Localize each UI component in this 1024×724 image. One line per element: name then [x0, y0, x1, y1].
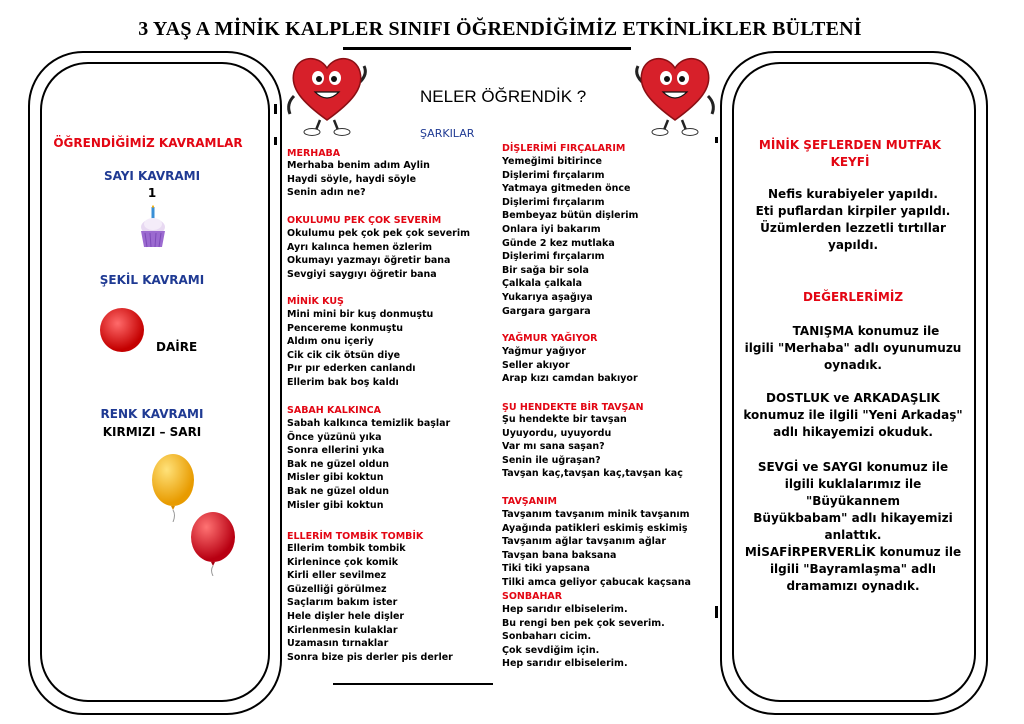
- lyric-line: Cik cik cik ötsün diye: [287, 349, 401, 361]
- lyric-line: Hele dişler hele dişler: [287, 610, 405, 622]
- number-concept-label: SAYI KAVRAMI: [103, 169, 201, 183]
- lyric-line: Haydi söyle, haydi söyle: [287, 173, 417, 185]
- lyric-line: Gargara gargara: [502, 305, 591, 317]
- divider-mark: [274, 104, 277, 114]
- lyric-line: Arap kızı camdan bakıyor: [502, 373, 638, 385]
- value-line: ilgili "Merhaba" adlı oyunumuzu: [744, 341, 962, 355]
- cupcake-icon: [137, 205, 169, 253]
- lyric-line: Tavşanım tavşanım minik tavşanım: [502, 509, 690, 520]
- value-line: Büyükbabam" adlı hikayemizi: [753, 511, 953, 525]
- divider-mark: [715, 137, 718, 143]
- lyric-line: Dişlerimi fırçalarım: [502, 196, 605, 208]
- value-line: ilgili "Bayramlaşma" adlı: [769, 562, 937, 576]
- song-title: ELLERİM TOMBİK TOMBİK: [287, 531, 424, 542]
- lyric-line: Çalkala çalkala: [502, 278, 583, 290]
- lyric-line: Misler gibi koktun: [287, 499, 384, 511]
- bulletin-title: 3 YAŞ A MİNİK KALPLER SINIFI ÖĞRENDİĞİMİZ ETKİNLİKLER BÜLTENİ: [138, 18, 862, 40]
- bottom-rule: [333, 683, 493, 685]
- color-concept-label: RENK KAVRAMI: [100, 407, 204, 421]
- value-line: SEVGİ ve SAYGI konumuz ile: [757, 460, 949, 474]
- value-paragraph: [742, 459, 964, 544]
- song-title: SABAH KALKINCA: [287, 405, 381, 416]
- lyric-line: Onlara iyi bakarım: [502, 223, 601, 235]
- lyric-line: Kirlenmesin kulaklar: [287, 624, 398, 636]
- lyric-line: Yağmur yağıyor: [502, 346, 586, 357]
- lyric-line: Tilki amca geliyor çabucak kaçsana: [502, 576, 691, 588]
- lyric-line: Sonra ellerini yıka: [287, 445, 385, 457]
- lyric-line: Okulumu pek çok pek çok severim: [287, 228, 471, 239]
- shape-value: DAİRE: [156, 340, 198, 354]
- lyric-line: Uzamasın tırnaklar: [287, 638, 389, 650]
- song-lyrics: [287, 417, 450, 512]
- song-title: ŞU HENDEKTE BİR TAVŞAN: [502, 402, 644, 413]
- divider-mark: [274, 137, 277, 145]
- lyric-line: Ayağında patikleri eskimiş eskimiş: [502, 522, 688, 534]
- lyric-line: Dişlerimi fırçalarım: [502, 251, 605, 263]
- lyric-line: Yemeğimi bitirince: [502, 156, 602, 167]
- heart-mascot-left-icon: [282, 44, 372, 136]
- lyric-line: Pır pır ederken canlandı: [287, 363, 416, 375]
- value-line: ilgili kuklalarımız ile "Büyükannem: [784, 477, 922, 508]
- lyric-line: Seller akıyor: [502, 359, 570, 371]
- lyric-line: Güzelliği görülmez: [287, 583, 387, 595]
- lyric-line: Merhaba benim adım Aylin: [287, 160, 430, 171]
- song-lyrics: [287, 542, 453, 664]
- song-lyrics: [502, 413, 683, 481]
- lyric-line: Bak ne güzel oldun: [287, 485, 389, 497]
- song-title: YAĞMUR YAĞIYOR: [502, 333, 598, 344]
- lyric-line: Sevgiyi saygıyı öğretir bana: [287, 268, 437, 280]
- kitchen-line: Eti puflardan kirpiler yapıldı.: [755, 204, 951, 218]
- lyric-line: Var mı sana saşan?: [502, 441, 605, 453]
- kitchen-line: Üzümlerden lezzetli tırtıllar: [760, 221, 946, 235]
- song-lyrics: [502, 508, 691, 590]
- song-title: TAVŞANIM: [502, 496, 557, 507]
- concepts-heading: ÖĞRENDİĞİMİZ KAVRAMLAR: [53, 136, 243, 150]
- lyric-line: Sonra bize pis derler pis derler: [287, 651, 453, 663]
- lyric-line: Okumayı yazmayı öğretir bana: [287, 255, 451, 267]
- lyric-line: Bembeyaz bütün dişlerim: [502, 210, 639, 222]
- lyric-line: Çok sevdiğim için.: [502, 644, 600, 656]
- kitchen-line: Nefis kurabiyeler yapıldı.: [768, 187, 938, 201]
- song-lyrics: [502, 155, 638, 318]
- kitchen-text: [742, 186, 964, 254]
- lyric-line: Mini mini bir kuş donmuştu: [287, 309, 434, 320]
- value-line: TANIŞMA konumuz ile: [792, 324, 940, 338]
- left-panel-inner-border: [40, 62, 270, 702]
- lyric-line: Uyuyordu, uyuyordu: [502, 427, 612, 439]
- title-underline: [343, 47, 631, 50]
- color-concept-value: KIRMIZI – SARI: [102, 425, 202, 439]
- lyric-line: Tavşanım ağlar tavşanım ağlar: [502, 536, 667, 548]
- lyric-line: Misler gibi koktun: [287, 472, 384, 484]
- lyric-line: Ayrı kalınca hemen özlerim: [287, 241, 433, 253]
- heart-mascot-right-icon: [630, 44, 720, 136]
- lyric-line: Kirlenince çok komik: [287, 556, 399, 568]
- songs-label: ŞARKILAR: [420, 127, 475, 140]
- divider-mark: [715, 606, 718, 618]
- lyric-line: Dişlerimi fırçalarım: [502, 169, 605, 181]
- value-line: MİSAFİRPERVERLİK konumuz ile: [744, 545, 962, 559]
- lyric-line: Pencereme konmuştu: [287, 322, 403, 334]
- song-title: SONBAHAR: [502, 591, 563, 602]
- value-paragraph: [742, 544, 964, 595]
- value-line: DOSTLUK ve ARKADAŞLIK: [766, 391, 940, 405]
- song-lyrics: [287, 159, 430, 200]
- song-title: OKULUMU PEK ÇOK SEVERİM: [287, 215, 442, 226]
- value-line: adlı hikayemizi okuduk.: [773, 425, 933, 439]
- lyric-line: Yatmaya gitmeden önce: [502, 183, 631, 195]
- song-lyrics: [287, 227, 470, 281]
- learned-heading: NELER ÖĞRENDİK ?: [420, 87, 587, 106]
- red-circle-icon: [98, 306, 146, 354]
- value-paragraph: [742, 390, 964, 441]
- value-line: dramamızı oynadık.: [786, 579, 920, 593]
- lyric-line: Tiki tiki yapsana: [502, 563, 590, 575]
- song-title: MERHABA: [287, 148, 341, 159]
- lyric-line: Sabah kalkınca temizlik başlar: [287, 418, 451, 429]
- lyric-line: Bir sağa bir sola: [502, 264, 589, 276]
- values-heading: DEĞERLERİMİZ: [802, 290, 904, 304]
- red-balloon-icon: [188, 510, 240, 576]
- lyric-line: Senin adın ne?: [287, 187, 366, 199]
- lyric-line: Kirli eller sevilmez: [287, 570, 387, 582]
- kitchen-heading: MİNİK ŞEFLERDEN MUTFAK KEYFİ: [758, 138, 942, 169]
- lyric-line: Bak ne güzel oldun: [287, 458, 389, 470]
- lyric-line: Tavşan bana baksana: [502, 549, 617, 561]
- lyric-line: Şu hendekte bir tavşan: [502, 414, 627, 425]
- lyric-line: Hep sarıdır elbiselerim.: [502, 658, 628, 670]
- lyric-line: Yukarıya aşağıya: [502, 291, 593, 303]
- value-paragraph: [742, 323, 964, 374]
- lyric-line: Önce yüzünü yıka: [287, 431, 382, 443]
- lyric-line: Senin ile uğraşan?: [502, 454, 601, 466]
- lyric-line: Ellerim bak boş kaldı: [287, 376, 399, 388]
- lyric-line: Tavşan kaç,tavşan kaç,tavşan kaç: [502, 468, 683, 480]
- value-line: anlattık.: [824, 528, 882, 542]
- song-title: DİŞLERİMİ FIRÇALARIM: [502, 143, 626, 154]
- song-lyrics: [287, 308, 433, 390]
- lyric-line: Bu rengi ben pek çok severim.: [502, 617, 665, 629]
- lyric-line: Sonbaharı cicim.: [502, 631, 592, 643]
- kitchen-line: yapıldı.: [828, 238, 878, 252]
- lyric-line: Aldım onu içeriy: [287, 336, 374, 348]
- lyric-line: Ellerim tombik tombik: [287, 543, 406, 554]
- song-lyrics: [502, 345, 638, 386]
- number-concept-value: 1: [147, 186, 157, 200]
- song-title: MİNİK KUŞ: [287, 296, 344, 307]
- lyric-line: Saçlarım bakım ister: [287, 597, 398, 609]
- lyric-line: Günde 2 kez mutlaka: [502, 237, 615, 249]
- shape-concept-label: ŞEKİL KAVRAMI: [99, 273, 205, 287]
- lyric-line: Hep sarıdır elbiselerim.: [502, 604, 628, 615]
- song-lyrics: [502, 603, 665, 671]
- value-line: oynadık.: [824, 358, 882, 372]
- value-line: konumuz ile ilgili "Yeni Arkadaş": [743, 408, 963, 422]
